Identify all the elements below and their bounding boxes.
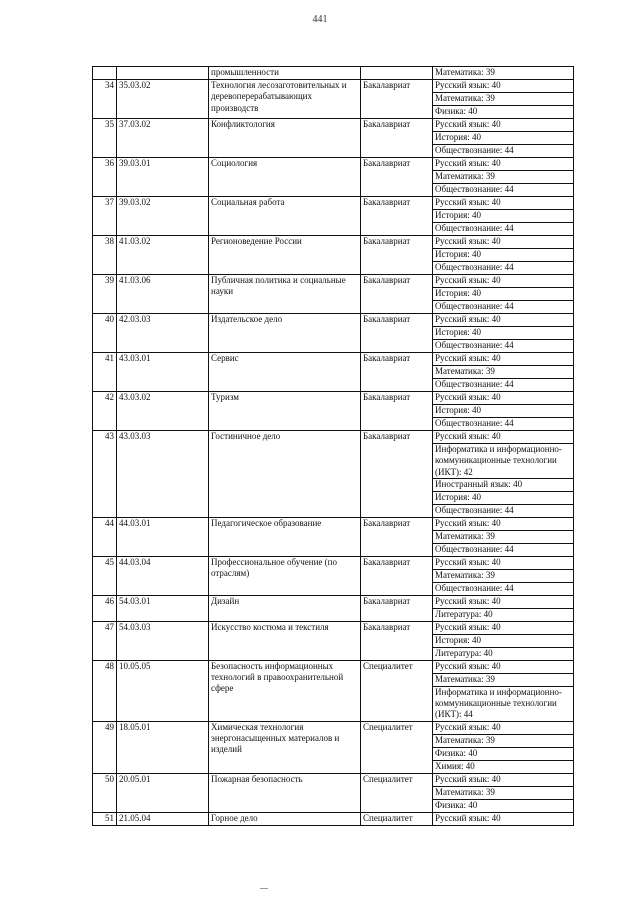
table-row xyxy=(93,556,574,595)
row-exams xyxy=(433,236,574,275)
exam-line: Обществознание: 44 xyxy=(435,223,514,233)
row-number: 44 xyxy=(93,517,117,556)
exam-line: Обществознание: 44 xyxy=(435,379,514,389)
row-exams xyxy=(433,517,574,556)
row-level: Бакалавриат xyxy=(361,392,433,431)
row-name: Технология лесозаготовительных и деревоперерабатывающих производств xyxy=(209,80,361,119)
exam-line: Русский язык: 40 xyxy=(433,80,573,93)
exam-line: История: 40 xyxy=(433,132,573,145)
row-level: Бакалавриат xyxy=(361,556,433,595)
exam-line: История: 40 xyxy=(433,492,573,505)
table-row xyxy=(93,660,574,721)
row-code: 43.03.01 xyxy=(117,353,209,392)
exam-line: История: 40 xyxy=(433,288,573,301)
row-exams xyxy=(433,67,574,80)
table-row xyxy=(93,197,574,236)
row-code: 18.05.01 xyxy=(117,721,209,773)
row-name: Публичная политика и социальные науки xyxy=(209,275,361,314)
exam-line: Литература: 40 xyxy=(435,608,493,619)
row-level: Бакалавриат xyxy=(361,517,433,556)
row-number: 36 xyxy=(93,158,117,197)
row-name: Педагогическое образование xyxy=(209,517,361,556)
row-name: Социология xyxy=(209,158,361,197)
row-number: 38 xyxy=(93,236,117,275)
exam-line: Математика: 39 xyxy=(433,787,573,800)
row-code xyxy=(117,67,209,80)
row-name: Социальная работа xyxy=(209,197,361,236)
row-level: Бакалавриат xyxy=(361,80,433,119)
exam-line: Русский язык: 40 xyxy=(433,596,573,609)
row-exams xyxy=(433,80,574,119)
exam-line: Русский язык: 40 xyxy=(433,275,573,288)
row-level: Специалитет xyxy=(361,660,433,721)
row-code: 39.03.01 xyxy=(117,158,209,197)
table-row xyxy=(93,721,574,773)
table-row xyxy=(93,119,574,158)
row-code: 41.03.02 xyxy=(117,236,209,275)
exam-line: Русский язык: 40 xyxy=(433,557,573,570)
row-name: Издательское дело xyxy=(209,314,361,353)
row-code: 37.03.02 xyxy=(117,119,209,158)
exam-line: Обществознание: 44 xyxy=(435,582,514,593)
row-code: 54.03.01 xyxy=(117,595,209,621)
exam-line: Литература: 40 xyxy=(435,647,493,658)
exam-line: Русский язык: 40 xyxy=(433,774,573,787)
exam-line: Математика: 39 xyxy=(433,674,573,687)
exam-line: Русский язык: 40 xyxy=(433,518,573,531)
exam-line: Информатика и информационно-коммуникационные технологии (ИКТ): 42 xyxy=(433,444,573,479)
row-level: Бакалавриат xyxy=(361,621,433,660)
exam-line: Химия: 40 xyxy=(435,760,475,771)
table-row xyxy=(93,353,574,392)
row-number: 47 xyxy=(93,621,117,660)
row-number: 41 xyxy=(93,353,117,392)
exam-line: Русский язык: 40 xyxy=(433,158,573,171)
row-name: Профессиональное обучение (по отраслям) xyxy=(209,556,361,595)
row-level: Бакалавриат xyxy=(361,197,433,236)
row-exams xyxy=(433,556,574,595)
exam-line: Обществознание: 44 xyxy=(435,418,514,428)
exam-line: Обществознание: 44 xyxy=(435,262,514,272)
exam-line: Математика: 39 xyxy=(433,171,573,184)
row-number: 40 xyxy=(93,314,117,353)
row-exams xyxy=(433,197,574,236)
table-row-continuation xyxy=(93,67,574,80)
table-row xyxy=(93,595,574,621)
row-level xyxy=(361,67,433,80)
row-code: 39.03.02 xyxy=(117,197,209,236)
row-number: 37 xyxy=(93,197,117,236)
row-level: Бакалавриат xyxy=(361,275,433,314)
exam-line: Русский язык: 40 xyxy=(433,392,573,405)
row-exams xyxy=(433,660,574,721)
row-name: Горное дело xyxy=(209,812,361,825)
table-row xyxy=(93,621,574,660)
row-level: Бакалавриат xyxy=(361,353,433,392)
row-exams xyxy=(433,158,574,197)
table-row xyxy=(93,275,574,314)
row-number: 43 xyxy=(93,431,117,518)
table-row xyxy=(93,80,574,119)
exam-line: Русский язык: 40 xyxy=(433,431,573,444)
exam-line: Обществознание: 44 xyxy=(435,184,514,194)
row-name: Туризм xyxy=(209,392,361,431)
page-number: 441 xyxy=(312,14,328,25)
exam-line: История: 40 xyxy=(433,405,573,418)
row-name: Сервис xyxy=(209,353,361,392)
exam-line: Физика: 40 xyxy=(435,799,478,810)
row-exams xyxy=(433,119,574,158)
exam-line: Физика: 40 xyxy=(433,748,573,761)
row-number: 45 xyxy=(93,556,117,595)
exam-line: Математика: 39 xyxy=(433,570,573,583)
row-level: Бакалавриат xyxy=(361,158,433,197)
row-number: 48 xyxy=(93,660,117,721)
table-row xyxy=(93,431,574,518)
exam-line: Математика: 39 xyxy=(433,531,573,544)
row-level: Специалитет xyxy=(361,812,433,825)
exam-line: Русский язык: 40 xyxy=(433,353,573,366)
exam-line: История: 40 xyxy=(433,210,573,223)
row-code: 21.05.04 xyxy=(117,812,209,825)
row-level: Бакалавриат xyxy=(361,595,433,621)
row-exams xyxy=(433,721,574,773)
exam-line: Русский язык: 40 xyxy=(435,812,501,823)
exam-line: История: 40 xyxy=(433,249,573,262)
row-number: 35 xyxy=(93,119,117,158)
row-number xyxy=(93,67,117,80)
exam-line: Обществознание: 44 xyxy=(435,543,514,554)
exam-line: Русский язык: 40 xyxy=(433,236,573,249)
row-level: Бакалавриат xyxy=(361,119,433,158)
row-name: промышленности xyxy=(209,67,361,80)
row-level: Бакалавриат xyxy=(361,236,433,275)
row-code: 44.03.01 xyxy=(117,517,209,556)
row-exams xyxy=(433,275,574,314)
row-exams xyxy=(433,621,574,660)
row-code: 43.03.03 xyxy=(117,431,209,518)
row-code: 10.05.05 xyxy=(117,660,209,721)
row-exams xyxy=(433,392,574,431)
exam-line: Обществознание: 44 xyxy=(435,145,514,155)
row-number: 39 xyxy=(93,275,117,314)
row-name: Химическая технология энергонасыщенных материалов и изделий xyxy=(209,721,361,773)
exam-line: Математика: 39 xyxy=(435,67,495,77)
row-level: Бакалавриат xyxy=(361,431,433,518)
row-name: Дизайн xyxy=(209,595,361,621)
row-number: 34 xyxy=(93,80,117,119)
exam-line: Русский язык: 40 xyxy=(433,119,573,132)
exam-line: Математика: 39 xyxy=(433,93,573,106)
row-exams xyxy=(433,314,574,353)
row-number: 51 xyxy=(93,812,117,825)
exam-line: Математика: 39 xyxy=(433,366,573,379)
row-code: 54.03.03 xyxy=(117,621,209,660)
exam-line: Обществознание: 44 xyxy=(435,504,514,515)
row-level: Бакалавриат xyxy=(361,314,433,353)
row-code: 42.03.03 xyxy=(117,314,209,353)
row-level: Специалитет xyxy=(361,773,433,812)
row-number: 50 xyxy=(93,773,117,812)
row-number: 42 xyxy=(93,392,117,431)
row-exams xyxy=(433,431,574,518)
table-row xyxy=(93,236,574,275)
row-name: Искусство костюма и текстиля xyxy=(209,621,361,660)
programs-table-body xyxy=(93,67,574,826)
exam-line: Обществознание: 44 xyxy=(435,340,514,350)
row-exams xyxy=(433,353,574,392)
row-name: Гостиничное дело xyxy=(209,431,361,518)
exam-line: Обществознание: 44 xyxy=(435,301,514,311)
exam-line: Физика: 40 xyxy=(435,106,478,116)
row-name: Безопасность информационных технологий в правоохранительной сфере xyxy=(209,660,361,721)
exam-line: Русский язык: 40 xyxy=(433,314,573,327)
row-number: 49 xyxy=(93,721,117,773)
exam-line: Русский язык: 40 xyxy=(433,197,573,210)
row-number: 46 xyxy=(93,595,117,621)
row-code: 41.03.06 xyxy=(117,275,209,314)
table-row xyxy=(93,517,574,556)
row-code: 20.05.01 xyxy=(117,773,209,812)
exam-line: История: 40 xyxy=(433,635,573,648)
exam-line: Русский язык: 40 xyxy=(433,722,573,735)
table-row xyxy=(93,158,574,197)
exam-line: Информатика и информационно-коммуникационные технологии (ИКТ): 44 xyxy=(435,686,562,720)
row-exams xyxy=(433,595,574,621)
exam-line: История: 40 xyxy=(433,327,573,340)
table-row xyxy=(93,812,574,825)
exam-line: Русский язык: 40 xyxy=(433,622,573,635)
exam-line: Иностранный язык: 40 xyxy=(433,479,573,492)
row-exams xyxy=(433,773,574,812)
row-level: Специалитет xyxy=(361,721,433,773)
row-code: 35.03.02 xyxy=(117,80,209,119)
row-code: 44.03.04 xyxy=(117,556,209,595)
row-name: Конфликтология xyxy=(209,119,361,158)
footer-mark xyxy=(260,888,268,889)
table-row xyxy=(93,392,574,431)
programs-table xyxy=(92,66,574,826)
exam-line: Математика: 39 xyxy=(433,735,573,748)
table-row xyxy=(93,773,574,812)
exam-line: Русский язык: 40 xyxy=(433,661,573,674)
row-exams xyxy=(433,812,574,825)
row-name: Регионоведение России xyxy=(209,236,361,275)
row-name: Пожарная безопасность xyxy=(209,773,361,812)
row-code: 43.03.02 xyxy=(117,392,209,431)
table-row xyxy=(93,314,574,353)
